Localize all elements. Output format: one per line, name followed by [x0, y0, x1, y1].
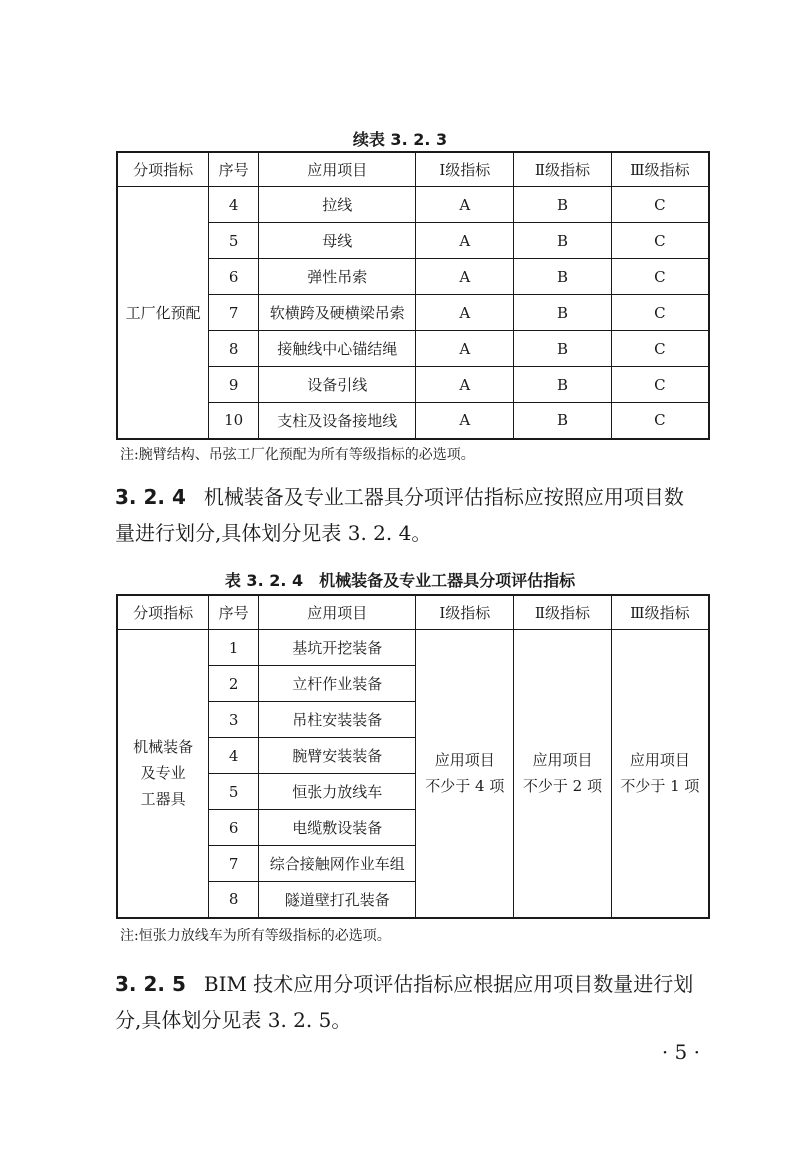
table1-note: 注:腕臂结构、吊弦工厂化预配为所有等级指标的必选项。: [120, 447, 475, 463]
row-number-cell: 5: [209, 223, 259, 259]
level2-cell-line: 不少于 2 项: [522, 777, 602, 796]
row-number-cell: 4: [209, 187, 259, 223]
level2-cell: B: [514, 367, 612, 403]
level3-cell: C: [611, 295, 709, 331]
row-number-cell: 6: [209, 810, 259, 846]
item-cell: 电缆敷设装备: [259, 810, 416, 846]
item-cell: 软横跨及硬横梁吊索: [259, 295, 416, 331]
level1-cell-line: 应用项目: [434, 751, 495, 770]
category-cell-line: 及专业: [140, 764, 186, 783]
row-number-cell: 8: [209, 331, 259, 367]
row-number-cell: 2: [209, 666, 259, 702]
row-number-cell: 7: [209, 846, 259, 882]
clause-number: 3. 2. 5: [115, 972, 186, 996]
table2-header-cell: Ⅲ级指标: [611, 595, 709, 630]
row-number-cell: 6: [209, 259, 259, 295]
table2-header-row: [117, 595, 709, 630]
item-cell: 立杆作业装备: [259, 666, 416, 702]
item-cell: 设备引线: [259, 367, 416, 403]
clause-number: 3. 2. 4: [115, 485, 186, 509]
level3-cell: C: [611, 187, 709, 223]
row-number-cell: 1: [209, 630, 259, 666]
level2-cell: B: [514, 331, 612, 367]
table2-header-cell: 应用项目: [259, 595, 416, 630]
table1-header-cell: Ⅱ级指标: [514, 152, 612, 187]
table1-header-cell: 分项指标: [117, 152, 209, 187]
clause-text: 机械装备及专业工器具分项评估指标应按照应用项目数: [203, 485, 684, 509]
level1-cell: A: [416, 295, 514, 331]
category-cell: [117, 630, 209, 918]
level2-cell: B: [514, 295, 612, 331]
level1-cell-line: 不少于 4 项: [425, 777, 505, 796]
clause-line: [115, 479, 715, 515]
level3-cell: [611, 630, 709, 918]
item-cell: 基坑开挖装备: [259, 630, 416, 666]
row-number-cell: 3: [209, 702, 259, 738]
clause-line: 量进行划分,具体划分见表 3. 2. 4。: [115, 521, 432, 545]
table1: [116, 151, 710, 440]
table1-header-cell: 应用项目: [259, 152, 416, 187]
item-cell: 拉线: [259, 187, 416, 223]
item-cell: 弹性吊索: [259, 259, 416, 295]
row-number-cell: 4: [209, 738, 259, 774]
item-cell: 母线: [259, 223, 416, 259]
item-cell: 吊柱安装装备: [259, 702, 416, 738]
category-cell-line: 机械装备: [133, 738, 194, 757]
row-number-cell: 7: [209, 295, 259, 331]
level1-cell: A: [416, 367, 514, 403]
level1-cell: A: [416, 187, 514, 223]
level1-cell: A: [416, 331, 514, 367]
table2-caption: 表 3. 2. 4 机械装备及专业工器具分项评估指标: [224, 571, 576, 590]
level3-cell: C: [611, 367, 709, 403]
level2-cell: B: [514, 259, 612, 295]
category-cell-line: 工器具: [140, 790, 186, 809]
level2-cell: [514, 630, 612, 918]
table2-header-cell: 序号: [209, 595, 259, 630]
table1-header-cell: Ⅲ级指标: [611, 152, 709, 187]
level1-cell: [416, 630, 514, 918]
level3-cell-line: 应用项目: [629, 751, 690, 770]
level3-cell: C: [611, 403, 709, 439]
item-cell: 支柱及设备接地线: [259, 403, 416, 439]
level1-cell: A: [416, 403, 514, 439]
level3-cell: C: [611, 223, 709, 259]
item-cell: 恒张力放线车: [259, 774, 416, 810]
table1-caption: 续表 3. 2. 3: [352, 130, 448, 149]
clause-3-2-5: [115, 966, 715, 1038]
table1-header-row: [117, 152, 709, 187]
level3-cell: C: [611, 259, 709, 295]
clause-line: [115, 966, 715, 1002]
row-number-cell: 8: [209, 882, 259, 918]
item-cell: 隧道壁打孔装备: [259, 882, 416, 918]
table2-header-cell: Ⅱ级指标: [514, 595, 612, 630]
level3-cell-line: 不少于 1 项: [620, 777, 700, 796]
item-cell: 腕臂安装装备: [259, 738, 416, 774]
table2-note: 注:恒张力放线车为所有等级指标的必选项。: [120, 928, 391, 944]
table1-header-cell: 序号: [209, 152, 259, 187]
clause-line: 分,具体划分见表 3. 2. 5。: [115, 1008, 352, 1032]
table2-header-cell: Ⅰ级指标: [416, 595, 514, 630]
level1-cell: A: [416, 259, 514, 295]
level2-cell: B: [514, 187, 612, 223]
category-cell: 工厂化预配: [117, 187, 209, 439]
level3-cell: C: [611, 331, 709, 367]
level2-cell: B: [514, 403, 612, 439]
page-number: · 5 ·: [661, 1040, 700, 1064]
row-number-cell: 5: [209, 774, 259, 810]
row-number-cell: 9: [209, 367, 259, 403]
table1-header-cell: Ⅰ级指标: [416, 152, 514, 187]
item-cell: 综合接触网作业车组: [259, 846, 416, 882]
table-row: [117, 630, 709, 666]
table2-header-cell: 分项指标: [117, 595, 209, 630]
level2-cell: B: [514, 223, 612, 259]
level1-cell: A: [416, 223, 514, 259]
table2: [116, 594, 710, 919]
clause-text: BIM 技术应用分项评估指标应根据应用项目数量进行划: [203, 972, 694, 996]
level2-cell-line: 应用项目: [532, 751, 593, 770]
item-cell: 接触线中心锚结绳: [259, 331, 416, 367]
row-number-cell: 10: [209, 403, 259, 439]
table-row: [117, 187, 709, 223]
clause-3-2-4: [115, 479, 715, 551]
